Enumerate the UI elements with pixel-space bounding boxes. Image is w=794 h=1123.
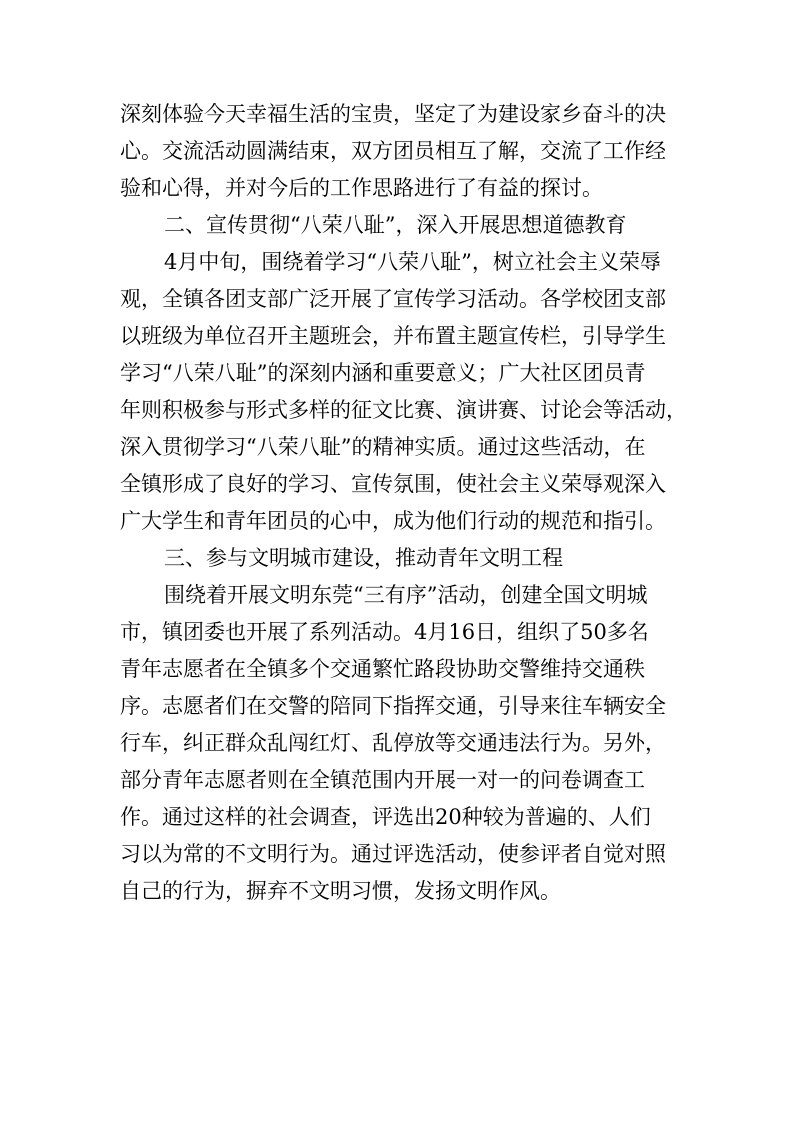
paragraph-line: 全镇形成了良好的学习、宣传氛围，使社会主义荣辱观深入 [120,472,666,496]
paragraph-line: 行车，纠正群众乱闯红灯、乱停放等交通违法行为。另外， [120,731,666,755]
paragraph-line: 验和心得，并对今后的工作思路进行了有益的探讨。 [120,176,603,200]
paragraph-line: 习以为常的不文明行为。通过评选活动，使参评者自觉对照 [120,842,666,866]
paragraph-line: 青年志愿者在全镇多个交通繁忙路段协助交警维持交通秩 [120,657,645,681]
paragraph-line: 学习“八荣八耻”的深刻内涵和重要意义；广大社区团员青 [120,361,646,385]
section-heading-2: 二、宣传贯彻“八荣八耻”，深入开展思想道德教育 [164,213,627,237]
paragraph-line: 作。通过这样的社会调查，评选出20种较为普遍的、人们 [120,805,651,829]
paragraph-line: 深刻体验今天幸福生活的宝贵，坚定了为建设家乡奋斗的决 [120,102,666,126]
paragraph-line: 自己的行为，摒弃不文明习惯，发扬文明作风。 [120,879,561,903]
paragraph-line: 广大学生和青年团员的心中，成为他们行动的规范和指引。 [120,509,666,533]
paragraph-line: 深入贯彻学习“八荣八耻”的精神实质。通过这些活动，在 [120,435,646,459]
paragraph-line: 年则积极参与形式多样的征文比赛、演讲赛、讨论会等活动， [120,398,687,422]
document-body [120,96,690,910]
paragraph-line: 观，全镇各团支部广泛开展了宣传学习活动。各学校团支部 [120,287,666,311]
paragraph-line: 市，镇团委也开展了系列活动。4月16日，组织了50多名 [120,620,649,644]
paragraph-line: 4月中旬，围绕着学习“八荣八耻”，树立社会主义荣辱 [164,250,661,274]
paragraph-line: 部分青年志愿者则在全镇范围内开展一对一的问卷调查工 [120,768,645,792]
paragraph-line: 以班级为单位召开主题班会，并布置主题宣传栏，引导学生 [120,324,666,348]
section-heading-3: 三、参与文明城市建设，推动青年文明工程 [164,546,563,570]
paragraph-line: 序。志愿者们在交警的陪同下指挥交通，引导来往车辆安全 [120,694,666,718]
paragraph-line: 心。交流活动圆满结束，双方团员相互了解，交流了工作经 [120,139,666,163]
paragraph-line: 围绕着开展文明东莞“三有序”活动，创建全国文明城 [164,583,648,607]
